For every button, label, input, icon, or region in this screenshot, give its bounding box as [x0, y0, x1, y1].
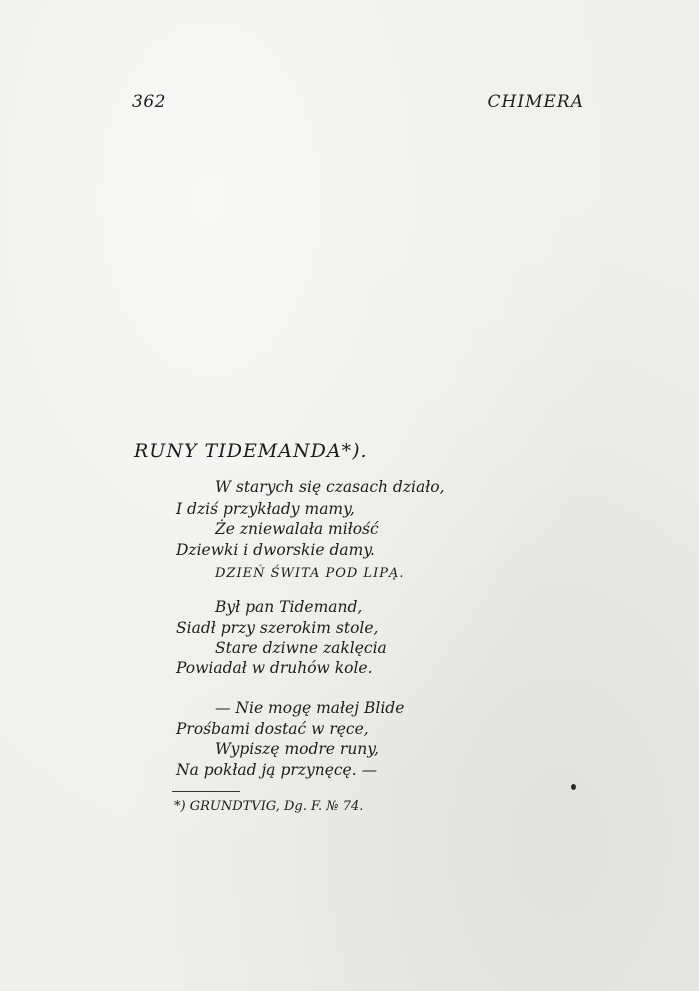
verse-line: W starych się czasach działo, — [215, 478, 445, 496]
running-title: CHIMERA — [487, 92, 584, 112]
verse-line: Siadł przy szerokim stole, — [176, 619, 379, 637]
verse-line: Że zniewalała miłość — [215, 520, 379, 538]
verse-line: Stare dziwne zaklęcia — [215, 639, 387, 657]
verse-line: Był pan Tidemand, — [215, 598, 363, 616]
footnote-divider — [172, 791, 240, 792]
verse-line: Powiadał w druhów kole. — [176, 659, 373, 677]
verse-line: Wypiszę modre runy, — [215, 740, 379, 758]
verse-line: Dziewki i dworskie damy. — [176, 541, 375, 559]
verse-line: — Nie mogę małej Blide — [215, 699, 405, 717]
verse-line: Prośbami dostać w ręce, — [176, 720, 369, 738]
ink-spot — [571, 784, 576, 790]
page-number: 362 — [132, 92, 166, 112]
verse-line: I dziś przykłady mamy, — [176, 500, 355, 518]
footnote: *) GRUNDTVIG, Dg. F. № 74. — [174, 799, 364, 814]
page-header — [132, 92, 584, 116]
poem-title: RUNY TIDEMANDA*). — [134, 440, 368, 462]
verse-line: Na pokład ją przynęcę. — — [176, 761, 378, 779]
refrain-line: DZIEŃ ŚWITA POD LIPĄ. — [215, 566, 405, 581]
